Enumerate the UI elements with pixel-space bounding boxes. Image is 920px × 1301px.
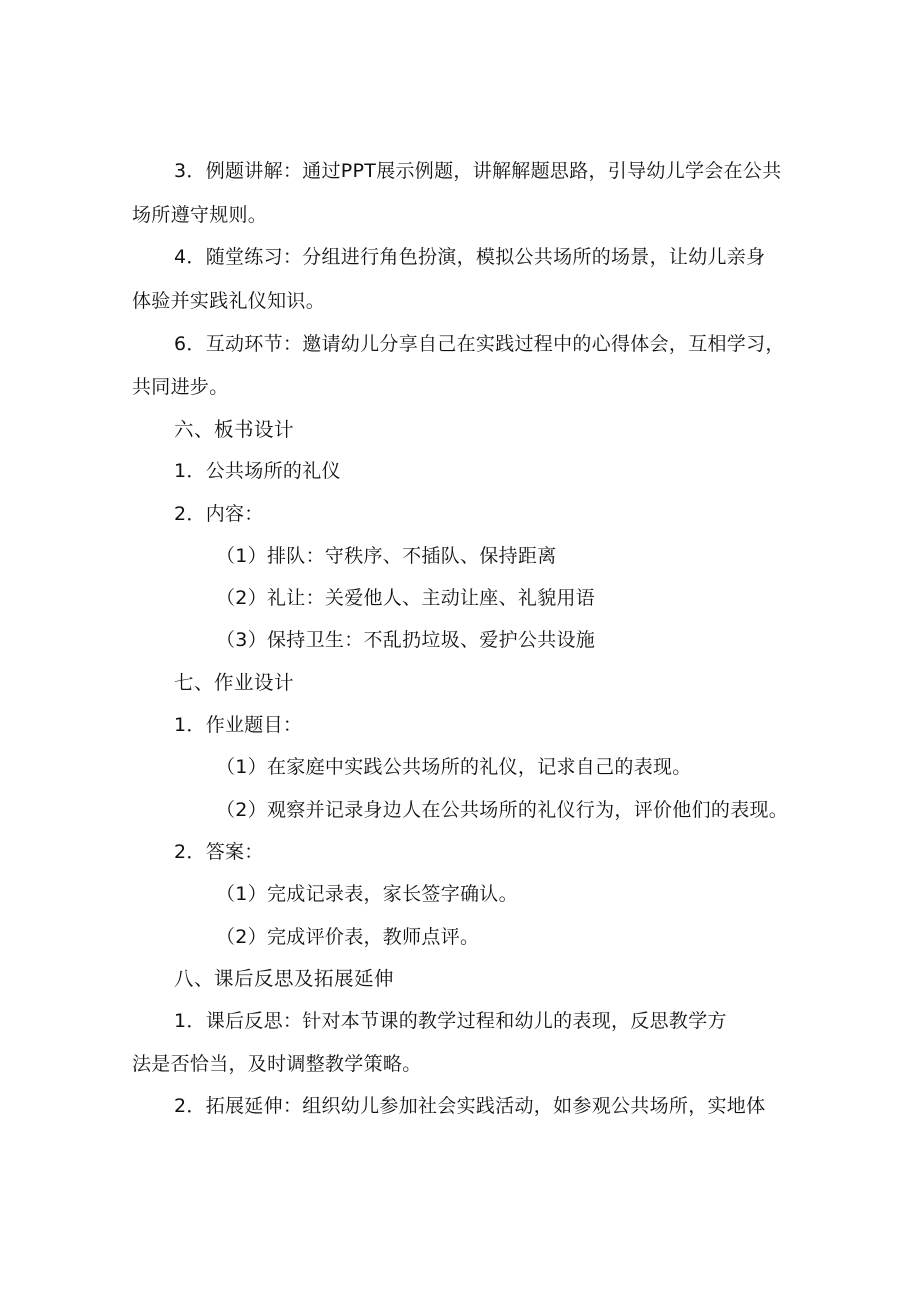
section-heading-reflection: 八、课后反思及拓展延伸 — [174, 967, 395, 990]
paragraph-class-practice-cont: 体验并实践礼仪知识。 — [132, 290, 326, 312]
section-heading-homework: 七、作业设计 — [174, 671, 295, 694]
homework-subitem-2: （2）观察并记录身边人在公共场所的礼仪行为，评价他们的表现。 — [216, 799, 789, 821]
blackboard-subitem-2: （2）礼让：关爱他人、主动让座、礼貌用语 — [216, 587, 596, 609]
blackboard-item-2: 2．内容： — [174, 503, 264, 525]
paragraph-interaction: 6．互动环节：邀请幼儿分享自己在实践过程中的心得体会，互相学习， — [174, 333, 785, 355]
reflection-item-2: 2．拓展延伸：组织幼儿参加社会实践活动，如参观公共场所，实地体 — [174, 1095, 766, 1117]
paragraph-example-explanation: 3．例题讲解：通过PPT展示例题，讲解解题思路，引导幼儿学会在公共 — [174, 160, 782, 182]
reflection-item-1-cont: 法是否恰当，及时调整教学策略。 — [132, 1053, 422, 1075]
homework-item-2: 2．答案： — [174, 841, 264, 863]
answer-subitem-2: （2）完成评价表，教师点评。 — [216, 926, 480, 948]
homework-subitem-1: （1）在家庭中实践公共场所的礼仪，记求自己的表现。 — [216, 756, 692, 778]
paragraph-class-practice: 4．随堂练习：分组进行角色扮演，模拟公共场所的场景，让幼儿亲身 — [174, 246, 766, 268]
blackboard-item-1: 1．公共场所的礼仪 — [174, 460, 341, 482]
section-heading-blackboard: 六、板书设计 — [174, 418, 295, 441]
blackboard-subitem-3: （3）保持卫生：不乱扔垃圾、爱护公共设施 — [216, 629, 596, 651]
answer-subitem-1: （1）完成记录表，家长签字确认。 — [216, 883, 518, 905]
paragraph-example-explanation-cont: 场所遵守规则。 — [132, 204, 268, 226]
reflection-item-1: 1．课后反思：针对本节课的教学过程和幼儿的表现，反思教学方 — [174, 1010, 727, 1032]
blackboard-subitem-1: （1）排队：守秩序、不插队、保持距离 — [216, 545, 557, 567]
paragraph-interaction-cont: 共同进步。 — [132, 376, 229, 398]
homework-item-1: 1．作业题目： — [174, 714, 303, 736]
